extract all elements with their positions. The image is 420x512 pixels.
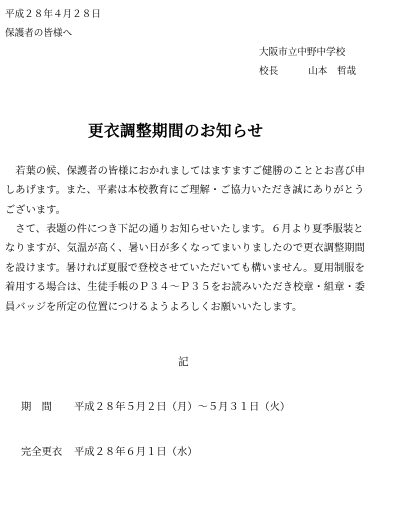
schedule-period-value: 平成２８年５月２日（月）～５月３１日（火） xyxy=(74,401,291,413)
schedule-full-change-label: 完全更衣 xyxy=(21,446,63,458)
greeting-paragraph xyxy=(5,162,411,220)
schedule-period-label: 期 間 xyxy=(21,401,52,413)
paragraph-line: を設けます。暑ければ夏服で登校させていただいても構いません。夏用制服を xyxy=(5,262,365,274)
recipient: 保護者の皆様へ xyxy=(5,28,73,39)
paragraph-line: さて、表題の件につき下記の通りお知らせいたします。６月より夏季服装と xyxy=(5,224,364,235)
principal-name: 山本 哲哉 xyxy=(308,66,357,77)
principal-title: 校長 xyxy=(259,66,279,77)
notice-paragraph xyxy=(5,220,411,317)
paragraph-line: 着用する場合は、生徒手帳のＰ３４～Ｐ３５をお読みいただき校章・組章・委 xyxy=(5,282,366,294)
principal-line xyxy=(259,66,356,78)
paragraph-line: ございます。 xyxy=(5,204,66,216)
issue-date: 平成２８年４月２８日 xyxy=(5,9,101,20)
ki-heading: 記 xyxy=(178,356,189,368)
paragraph-line: 若葉の候、保護者の皆様におかれましてはますますご健勝のこととお喜び申 xyxy=(5,166,366,177)
paragraph-line: しあげます。また、平素は本校教育にご理解・ご協力いただき誠にありがとう xyxy=(5,185,365,197)
school-name: 大阪市立中野中学校 xyxy=(259,47,346,58)
schedule-full-change-value: 平成２８年６月１日（水） xyxy=(74,446,198,458)
paragraph-line: 員バッジを所定の位置につけるようよろしくお願いいたします。 xyxy=(5,301,303,313)
document-title: 更衣調整期間のお知らせ xyxy=(88,122,264,140)
paragraph-line: なりますが、気温が高く、暑い日が多くなってまいりましたので更衣調整期間 xyxy=(5,243,365,255)
